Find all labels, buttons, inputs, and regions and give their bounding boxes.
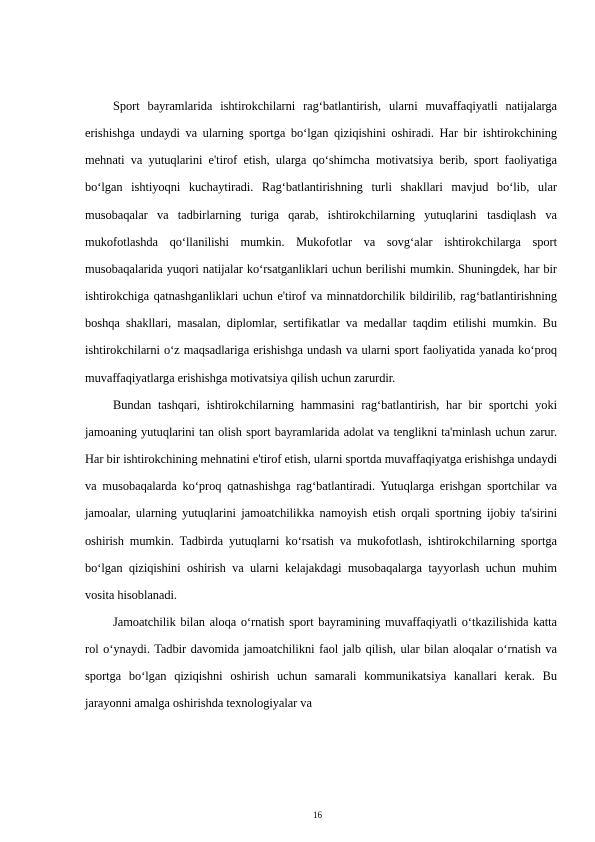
paragraph-2: Bundan tashqari, ishtirokchilarning hammasini rag‘batlantirish, har bir sportchi yoki jamoaning yutuqlarini tan olish sport bayramlarida adolat va tenglikni ta'minlash uchun zarur. Har bir ishtirokchining mehnatini e'tirof etish, ularni sportda muvaffaqiyatga erishishga undaydi va musobaqalarda ko‘proq qatnashishga rag‘batlantiradi. Yutuqlarga erishgan sportchilar va jamoalar, ularning yutuqlarini jamoatchilikka namoyish etish orqali sportning ijobiy ta'sirini oshirish mumkin. Tadbirda yutuqlarni ko‘rsatish va mukofotlash, ishtirokchilarning sportga bo‘lgan qiziqishini oshirish va ularni kelajakdagi musobaqalarga tayyorlash uchun muhim vosita hisoblanadi. [85, 397, 557, 602]
paragraph-3: Jamoatchilik bilan aloqa o‘rnatish sport bayramining muvaffaqiyatli o‘tkazilishida katta rol o‘ynaydi. Tadbir davomida jamoatchilikni faol jalb qilish, ular bilan aloqalar o‘rnatish va sportga bo‘lgan qiziqishni oshirish uchun samarali kommunikatsiya kanallari kerak. Bu jarayonni amalga oshirishda texnologiyalar va [85, 614, 557, 711]
paragraph-1: Sport bayramlarida ishtirokchilarni rag‘batlantirish, ularni muvaffaqiyatli natijalarga erishishga undaydi va ularning sportga bo‘lgan qiziqishini oshiradi. Har bir ishtirokchining mehnati va yutuqlarini e'tirof etish, ularga qo‘shimcha motivatsiya berib, sport faoliyatiga bo‘lgan ishtiyoqni kuchaytiradi. Rag‘batlantirishning turli shakllari mavjud bo‘lib, ular musobaqalar va tadbirlarning turiga qarab, ishtirokchilarning yutuqlarini tasdiqlash va mukofotlashda qo‘llanilishi mumkin. Mukofotlar va sovg‘alar ishtirokchilarga sport musobaqalarida yuqori natijalar ko‘rsatganliklari uchun berilishi mumkin. Shuningdek, har bir ishtirokchiga qatnashganliklari uchun e'tirof va minnatdorchilik bildirilib, rag‘batlantirishning boshqa shakllari, masalan, diplomlar, sertifikatlar va medallar taqdim etilishi mumkin. Bu ishtirokchilarni o‘z maqsadlariga erishishga undash va ularni sport faoliyatida yanada ko‘proq muvaffaqiyatlarga erishishga motivatsiya qilish uchun zarurdir. [85, 99, 557, 385]
page-number: 16 [313, 810, 322, 820]
document-body [85, 93, 557, 718]
